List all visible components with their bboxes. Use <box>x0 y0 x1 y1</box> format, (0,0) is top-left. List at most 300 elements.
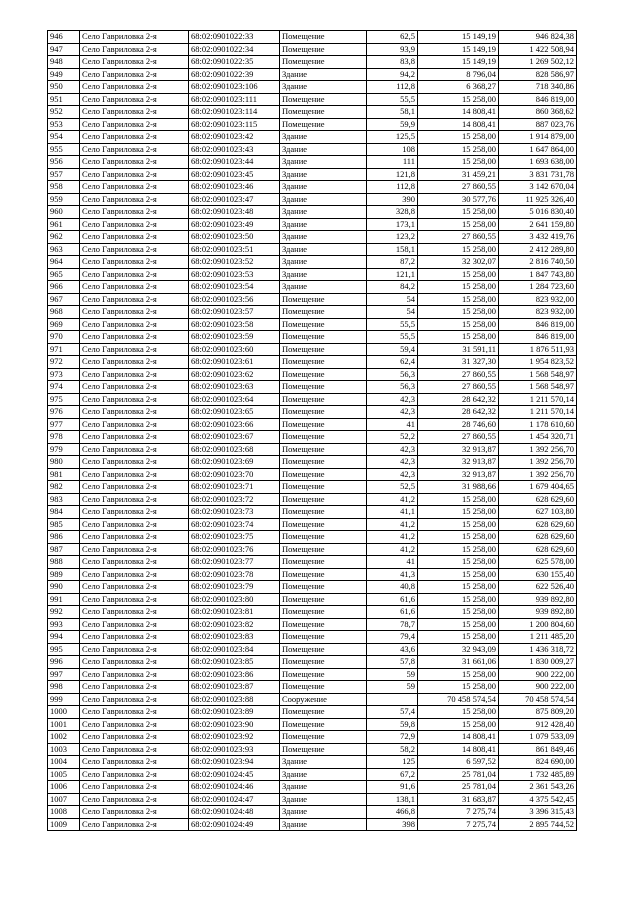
cadastral-value-cell: 628 629,60 <box>499 493 577 506</box>
table-row <box>48 806 577 819</box>
row-number-cell: 950 <box>48 81 80 94</box>
cadastral-value-cell: 1 422 508,94 <box>499 43 577 56</box>
row-number-cell: 961 <box>48 218 80 231</box>
area-cell: 41,3 <box>367 568 418 581</box>
cadastral-number-cell: 68:02:0901023:83 <box>189 631 280 644</box>
table-row <box>48 156 577 169</box>
row-number-cell: 999 <box>48 693 80 706</box>
settlement-cell: Село Гавриловка 2-я <box>80 31 189 44</box>
area-cell: 58,2 <box>367 743 418 756</box>
area-cell: 42,3 <box>367 393 418 406</box>
area-cell: 61,6 <box>367 606 418 619</box>
settlement-cell: Село Гавриловка 2-я <box>80 568 189 581</box>
object-type-cell: Помещение <box>280 681 367 694</box>
settlement-cell: Село Гавриловка 2-я <box>80 168 189 181</box>
cadastral-value-cell: 628 629,60 <box>499 543 577 556</box>
cadastral-value-cell: 627 103,80 <box>499 506 577 519</box>
unit-cost-cell: 32 302,07 <box>418 256 499 269</box>
unit-cost-cell: 15 258,00 <box>418 331 499 344</box>
cadastral-value-cell: 628 629,60 <box>499 531 577 544</box>
table-row <box>48 143 577 156</box>
cadastral-number-cell: 68:02:0901023:66 <box>189 418 280 431</box>
object-type-cell: Здание <box>280 281 367 294</box>
settlement-cell: Село Гавриловка 2-я <box>80 781 189 794</box>
object-type-cell: Здание <box>280 218 367 231</box>
cadastral-value-cell: 630 155,40 <box>499 568 577 581</box>
unit-cost-cell: 25 781,04 <box>418 768 499 781</box>
cadastral-number-cell: 68:02:0901022:39 <box>189 68 280 81</box>
object-type-cell: Помещение <box>280 631 367 644</box>
unit-cost-cell: 15 258,00 <box>418 281 499 294</box>
cadastral-value-cell: 824 690,00 <box>499 756 577 769</box>
area-cell: 398 <box>367 818 418 831</box>
unit-cost-cell: 15 258,00 <box>418 706 499 719</box>
table-row <box>48 31 577 44</box>
cadastral-value-cell: 1 392 256,70 <box>499 443 577 456</box>
object-type-cell: Помещение <box>280 93 367 106</box>
unit-cost-cell: 15 258,00 <box>418 493 499 506</box>
row-number-cell: 957 <box>48 168 80 181</box>
table-row <box>48 318 577 331</box>
cadastral-number-cell: 68:02:0901022:34 <box>189 43 280 56</box>
row-number-cell: 979 <box>48 443 80 456</box>
cadastral-number-cell: 68:02:0901023:69 <box>189 456 280 469</box>
cadastral-number-cell: 68:02:0901023:92 <box>189 731 280 744</box>
area-cell: 138,1 <box>367 793 418 806</box>
settlement-cell: Село Гавриловка 2-я <box>80 818 189 831</box>
row-number-cell: 954 <box>48 131 80 144</box>
unit-cost-cell: 27 860,55 <box>418 431 499 444</box>
object-type-cell: Помещение <box>280 56 367 69</box>
table-row <box>48 193 577 206</box>
cadastral-value-cell: 1 436 318,72 <box>499 643 577 656</box>
row-number-cell: 951 <box>48 93 80 106</box>
cadastral-number-cell: 68:02:0901023:76 <box>189 543 280 556</box>
area-cell: 173,1 <box>367 218 418 231</box>
unit-cost-cell: 31 661,06 <box>418 656 499 669</box>
row-number-cell: 1000 <box>48 706 80 719</box>
row-number-cell: 973 <box>48 368 80 381</box>
area-cell: 158,1 <box>367 243 418 256</box>
row-number-cell: 1002 <box>48 731 80 744</box>
row-number-cell: 1005 <box>48 768 80 781</box>
unit-cost-cell: 15 258,00 <box>418 318 499 331</box>
unit-cost-cell: 15 258,00 <box>418 531 499 544</box>
row-number-cell: 993 <box>48 618 80 631</box>
table-row <box>48 731 577 744</box>
object-type-cell: Помещение <box>280 31 367 44</box>
row-number-cell: 968 <box>48 306 80 319</box>
settlement-cell: Село Гавриловка 2-я <box>80 731 189 744</box>
row-number-cell: 990 <box>48 581 80 594</box>
area-cell: 59,8 <box>367 718 418 731</box>
row-number-cell: 977 <box>48 418 80 431</box>
settlement-cell: Село Гавриловка 2-я <box>80 456 189 469</box>
object-type-cell: Помещение <box>280 556 367 569</box>
row-number-cell: 994 <box>48 631 80 644</box>
cadastral-number-cell: 68:02:0901023:84 <box>189 643 280 656</box>
cadastral-number-cell: 68:02:0901024:49 <box>189 818 280 831</box>
row-number-cell: 984 <box>48 506 80 519</box>
unit-cost-cell: 14 808,41 <box>418 106 499 119</box>
table-row <box>48 818 577 831</box>
row-number-cell: 952 <box>48 106 80 119</box>
row-number-cell: 997 <box>48 668 80 681</box>
area-cell: 59 <box>367 668 418 681</box>
cadastral-value-cell: 846 819,00 <box>499 318 577 331</box>
cadastral-value-cell: 823 932,00 <box>499 293 577 306</box>
area-cell: 123,2 <box>367 231 418 244</box>
area-cell <box>367 693 418 706</box>
cadastral-number-cell: 68:02:0901023:61 <box>189 356 280 369</box>
cadastral-number-cell: 68:02:0901023:42 <box>189 131 280 144</box>
cadastral-value-cell: 1 079 533,09 <box>499 731 577 744</box>
cadastral-value-cell: 1 392 256,70 <box>499 468 577 481</box>
cadastral-number-cell: 68:02:0901023:51 <box>189 243 280 256</box>
cadastral-value-cell: 1 693 638,00 <box>499 156 577 169</box>
table-row <box>48 218 577 231</box>
unit-cost-cell: 27 860,55 <box>418 231 499 244</box>
row-number-cell: 978 <box>48 431 80 444</box>
cadastral-value-cell: 2 361 543,26 <box>499 781 577 794</box>
object-type-cell: Помещение <box>280 393 367 406</box>
settlement-cell: Село Гавриловка 2-я <box>80 331 189 344</box>
area-cell: 41,2 <box>367 493 418 506</box>
area-cell: 121,1 <box>367 268 418 281</box>
cadastral-number-cell: 68:02:0901023:45 <box>189 168 280 181</box>
table-row <box>48 206 577 219</box>
cadastral-number-cell: 68:02:0901024:47 <box>189 793 280 806</box>
object-type-cell: Здание <box>280 781 367 794</box>
object-type-cell: Помещение <box>280 443 367 456</box>
area-cell: 111 <box>367 156 418 169</box>
object-type-cell: Помещение <box>280 606 367 619</box>
registry-table-body <box>48 31 577 831</box>
area-cell: 41 <box>367 556 418 569</box>
cadastral-value-cell: 861 849,46 <box>499 743 577 756</box>
cadastral-number-cell: 68:02:0901023:47 <box>189 193 280 206</box>
area-cell: 59,9 <box>367 118 418 131</box>
cadastral-value-cell: 1 732 485,89 <box>499 768 577 781</box>
unit-cost-cell: 15 258,00 <box>418 143 499 156</box>
area-cell: 78,7 <box>367 618 418 631</box>
object-type-cell: Помещение <box>280 431 367 444</box>
cadastral-value-cell: 1 830 009,27 <box>499 656 577 669</box>
settlement-cell: Село Гавриловка 2-я <box>80 368 189 381</box>
row-number-cell: 995 <box>48 643 80 656</box>
cadastral-number-cell: 68:02:0901023:81 <box>189 606 280 619</box>
object-type-cell: Помещение <box>280 356 367 369</box>
cadastral-value-cell: 1 178 610,60 <box>499 418 577 431</box>
table-row <box>48 768 577 781</box>
table-row <box>48 668 577 681</box>
cadastral-value-cell: 718 340,86 <box>499 81 577 94</box>
cadastral-number-cell: 68:02:0901023:46 <box>189 181 280 194</box>
table-row <box>48 281 577 294</box>
row-number-cell: 970 <box>48 331 80 344</box>
unit-cost-cell: 70 458 574,54 <box>418 693 499 706</box>
table-row <box>48 68 577 81</box>
area-cell: 328,8 <box>367 206 418 219</box>
cadastral-number-cell: 68:02:0901023:56 <box>189 293 280 306</box>
settlement-cell: Село Гавриловка 2-я <box>80 68 189 81</box>
settlement-cell: Село Гавриловка 2-я <box>80 631 189 644</box>
settlement-cell: Село Гавриловка 2-я <box>80 806 189 819</box>
area-cell: 43,6 <box>367 643 418 656</box>
settlement-cell: Село Гавриловка 2-я <box>80 581 189 594</box>
table-row <box>48 693 577 706</box>
object-type-cell: Здание <box>280 81 367 94</box>
unit-cost-cell: 15 258,00 <box>418 156 499 169</box>
settlement-cell: Село Гавриловка 2-я <box>80 606 189 619</box>
row-number-cell: 967 <box>48 293 80 306</box>
row-number-cell: 955 <box>48 143 80 156</box>
area-cell: 84,2 <box>367 281 418 294</box>
cadastral-value-cell: 5 016 830,40 <box>499 206 577 219</box>
row-number-cell: 947 <box>48 43 80 56</box>
cadastral-number-cell: 68:02:0901023:63 <box>189 381 280 394</box>
table-row <box>48 743 577 756</box>
cadastral-value-cell: 2 816 740,50 <box>499 256 577 269</box>
area-cell: 55,5 <box>367 318 418 331</box>
settlement-cell: Село Гавриловка 2-я <box>80 43 189 56</box>
unit-cost-cell: 15 258,00 <box>418 543 499 556</box>
row-number-cell: 1009 <box>48 818 80 831</box>
unit-cost-cell: 28 642,32 <box>418 406 499 419</box>
settlement-cell: Село Гавриловка 2-я <box>80 356 189 369</box>
cadastral-value-cell: 887 023,76 <box>499 118 577 131</box>
settlement-cell: Село Гавриловка 2-я <box>80 431 189 444</box>
unit-cost-cell: 31 683,87 <box>418 793 499 806</box>
unit-cost-cell: 32 913,87 <box>418 443 499 456</box>
unit-cost-cell: 15 258,00 <box>418 556 499 569</box>
row-number-cell: 987 <box>48 543 80 556</box>
row-number-cell: 958 <box>48 181 80 194</box>
unit-cost-cell: 15 258,00 <box>418 593 499 606</box>
cadastral-value-cell: 946 824,38 <box>499 31 577 44</box>
area-cell: 108 <box>367 143 418 156</box>
cadastral-value-cell: 1 914 879,00 <box>499 131 577 144</box>
table-row <box>48 681 577 694</box>
cadastral-value-cell: 1 847 743,80 <box>499 268 577 281</box>
table-row <box>48 706 577 719</box>
area-cell: 55,5 <box>367 93 418 106</box>
table-row <box>48 393 577 406</box>
area-cell: 54 <box>367 306 418 319</box>
cadastral-value-cell: 3 432 419,76 <box>499 231 577 244</box>
cadastral-number-cell: 68:02:0901023:79 <box>189 581 280 594</box>
area-cell: 61,6 <box>367 593 418 606</box>
cadastral-value-cell: 823 932,00 <box>499 306 577 319</box>
object-type-cell: Помещение <box>280 306 367 319</box>
area-cell: 59 <box>367 681 418 694</box>
object-type-cell: Помещение <box>280 368 367 381</box>
settlement-cell: Село Гавриловка 2-я <box>80 643 189 656</box>
row-number-cell: 1006 <box>48 781 80 794</box>
cadastral-value-cell: 846 819,00 <box>499 93 577 106</box>
settlement-cell: Село Гавриловка 2-я <box>80 193 189 206</box>
cadastral-number-cell: 68:02:0901023:43 <box>189 143 280 156</box>
cadastral-number-cell: 68:02:0901023:62 <box>189 368 280 381</box>
object-type-cell: Помещение <box>280 743 367 756</box>
unit-cost-cell: 32 943,09 <box>418 643 499 656</box>
table-row <box>48 456 577 469</box>
settlement-cell: Село Гавриловка 2-я <box>80 768 189 781</box>
table-row <box>48 431 577 444</box>
row-number-cell: 1004 <box>48 756 80 769</box>
object-type-cell: Помещение <box>280 331 367 344</box>
cadastral-number-cell: 68:02:0901023:53 <box>189 268 280 281</box>
cadastral-number-cell: 68:02:0901023:73 <box>189 506 280 519</box>
settlement-cell: Село Гавриловка 2-я <box>80 93 189 106</box>
row-number-cell: 972 <box>48 356 80 369</box>
cadastral-value-cell: 3 142 670,04 <box>499 181 577 194</box>
object-type-cell: Помещение <box>280 593 367 606</box>
cadastral-number-cell: 68:02:0901023:57 <box>189 306 280 319</box>
cadastral-value-cell: 1 284 723,60 <box>499 281 577 294</box>
object-type-cell: Здание <box>280 793 367 806</box>
cadastral-number-cell: 68:02:0901023:64 <box>189 393 280 406</box>
row-number-cell: 985 <box>48 518 80 531</box>
settlement-cell: Село Гавриловка 2-я <box>80 318 189 331</box>
object-type-cell: Помещение <box>280 518 367 531</box>
settlement-cell: Село Гавриловка 2-я <box>80 206 189 219</box>
row-number-cell: 982 <box>48 481 80 494</box>
cadastral-number-cell: 68:02:0901023:94 <box>189 756 280 769</box>
settlement-cell: Село Гавриловка 2-я <box>80 81 189 94</box>
cadastral-number-cell: 68:02:0901023:59 <box>189 331 280 344</box>
object-type-cell: Здание <box>280 143 367 156</box>
settlement-cell: Село Гавриловка 2-я <box>80 118 189 131</box>
cadastral-value-cell: 3 396 315,43 <box>499 806 577 819</box>
settlement-cell: Село Гавриловка 2-я <box>80 343 189 356</box>
object-type-cell: Здание <box>280 131 367 144</box>
cadastral-value-cell: 11 925 326,40 <box>499 193 577 206</box>
cadastral-number-cell: 68:02:0901023:82 <box>189 618 280 631</box>
cadastral-value-cell: 1 568 548,97 <box>499 368 577 381</box>
cadastral-number-cell: 68:02:0901023:80 <box>189 593 280 606</box>
table-row <box>48 368 577 381</box>
cadastral-value-cell: 846 819,00 <box>499 331 577 344</box>
settlement-cell: Село Гавриловка 2-я <box>80 543 189 556</box>
settlement-cell: Село Гавриловка 2-я <box>80 268 189 281</box>
cadastral-value-cell: 1 211 570,14 <box>499 406 577 419</box>
object-type-cell: Здание <box>280 168 367 181</box>
unit-cost-cell: 15 149,19 <box>418 31 499 44</box>
cadastral-value-cell: 1 679 404,65 <box>499 481 577 494</box>
unit-cost-cell: 32 913,87 <box>418 456 499 469</box>
object-type-cell: Помещение <box>280 106 367 119</box>
unit-cost-cell: 7 275,74 <box>418 818 499 831</box>
table-row <box>48 518 577 531</box>
settlement-cell: Село Гавриловка 2-я <box>80 181 189 194</box>
area-cell: 62,4 <box>367 356 418 369</box>
cadastral-value-cell: 828 586,97 <box>499 68 577 81</box>
object-type-cell: Помещение <box>280 668 367 681</box>
object-type-cell: Помещение <box>280 43 367 56</box>
row-number-cell: 976 <box>48 406 80 419</box>
cadastral-value-cell: 2 895 744,52 <box>499 818 577 831</box>
cadastral-value-cell: 1 392 256,70 <box>499 456 577 469</box>
cadastral-number-cell: 68:02:0901023:87 <box>189 681 280 694</box>
area-cell: 112,8 <box>367 81 418 94</box>
cadastral-number-cell: 68:02:0901023:75 <box>189 531 280 544</box>
cadastral-number-cell: 68:02:0901023:90 <box>189 718 280 731</box>
settlement-cell: Село Гавриловка 2-я <box>80 493 189 506</box>
area-cell: 58,1 <box>367 106 418 119</box>
object-type-cell: Помещение <box>280 581 367 594</box>
row-number-cell: 959 <box>48 193 80 206</box>
unit-cost-cell: 14 808,41 <box>418 118 499 131</box>
settlement-cell: Село Гавриловка 2-я <box>80 131 189 144</box>
area-cell: 41 <box>367 418 418 431</box>
unit-cost-cell: 15 258,00 <box>418 93 499 106</box>
cadastral-number-cell: 68:02:0901023:72 <box>189 493 280 506</box>
unit-cost-cell: 15 258,00 <box>418 306 499 319</box>
area-cell: 59,4 <box>367 343 418 356</box>
cadastral-value-cell: 1 568 548,97 <box>499 381 577 394</box>
unit-cost-cell: 31 459,21 <box>418 168 499 181</box>
unit-cost-cell: 27 860,55 <box>418 368 499 381</box>
row-number-cell: 965 <box>48 268 80 281</box>
row-number-cell: 963 <box>48 243 80 256</box>
cadastral-value-cell: 1 647 864,00 <box>499 143 577 156</box>
area-cell: 56,3 <box>367 368 418 381</box>
object-type-cell: Помещение <box>280 731 367 744</box>
cadastral-value-cell: 912 428,40 <box>499 718 577 731</box>
area-cell: 55,5 <box>367 331 418 344</box>
table-row <box>48 493 577 506</box>
cadastral-number-cell: 68:02:0901023:106 <box>189 81 280 94</box>
cadastral-number-cell: 68:02:0901023:114 <box>189 106 280 119</box>
object-type-cell: Помещение <box>280 456 367 469</box>
row-number-cell: 971 <box>48 343 80 356</box>
row-number-cell: 992 <box>48 606 80 619</box>
unit-cost-cell: 15 258,00 <box>418 606 499 619</box>
row-number-cell: 1001 <box>48 718 80 731</box>
table-row <box>48 406 577 419</box>
table-row <box>48 756 577 769</box>
cadastral-value-cell: 900 222,00 <box>499 668 577 681</box>
table-row <box>48 381 577 394</box>
cadastral-value-cell: 860 368,62 <box>499 106 577 119</box>
row-number-cell: 991 <box>48 593 80 606</box>
unit-cost-cell: 15 258,00 <box>418 681 499 694</box>
settlement-cell: Село Гавриловка 2-я <box>80 106 189 119</box>
property-registry-table <box>47 30 577 831</box>
area-cell: 91,6 <box>367 781 418 794</box>
object-type-cell: Помещение <box>280 343 367 356</box>
unit-cost-cell: 28 746,60 <box>418 418 499 431</box>
settlement-cell: Село Гавриловка 2-я <box>80 468 189 481</box>
table-row <box>48 781 577 794</box>
row-number-cell: 1003 <box>48 743 80 756</box>
settlement-cell: Село Гавриловка 2-я <box>80 231 189 244</box>
cadastral-value-cell: 3 831 731,78 <box>499 168 577 181</box>
unit-cost-cell: 15 258,00 <box>418 618 499 631</box>
table-row <box>48 81 577 94</box>
settlement-cell: Село Гавриловка 2-я <box>80 681 189 694</box>
cadastral-number-cell: 68:02:0901023:70 <box>189 468 280 481</box>
settlement-cell: Село Гавриловка 2-я <box>80 256 189 269</box>
cadastral-number-cell: 68:02:0901023:52 <box>189 256 280 269</box>
settlement-cell: Село Гавриловка 2-я <box>80 418 189 431</box>
object-type-cell: Здание <box>280 806 367 819</box>
unit-cost-cell: 25 781,04 <box>418 781 499 794</box>
row-number-cell: 986 <box>48 531 80 544</box>
cadastral-value-cell: 4 375 542,45 <box>499 793 577 806</box>
area-cell: 42,3 <box>367 456 418 469</box>
